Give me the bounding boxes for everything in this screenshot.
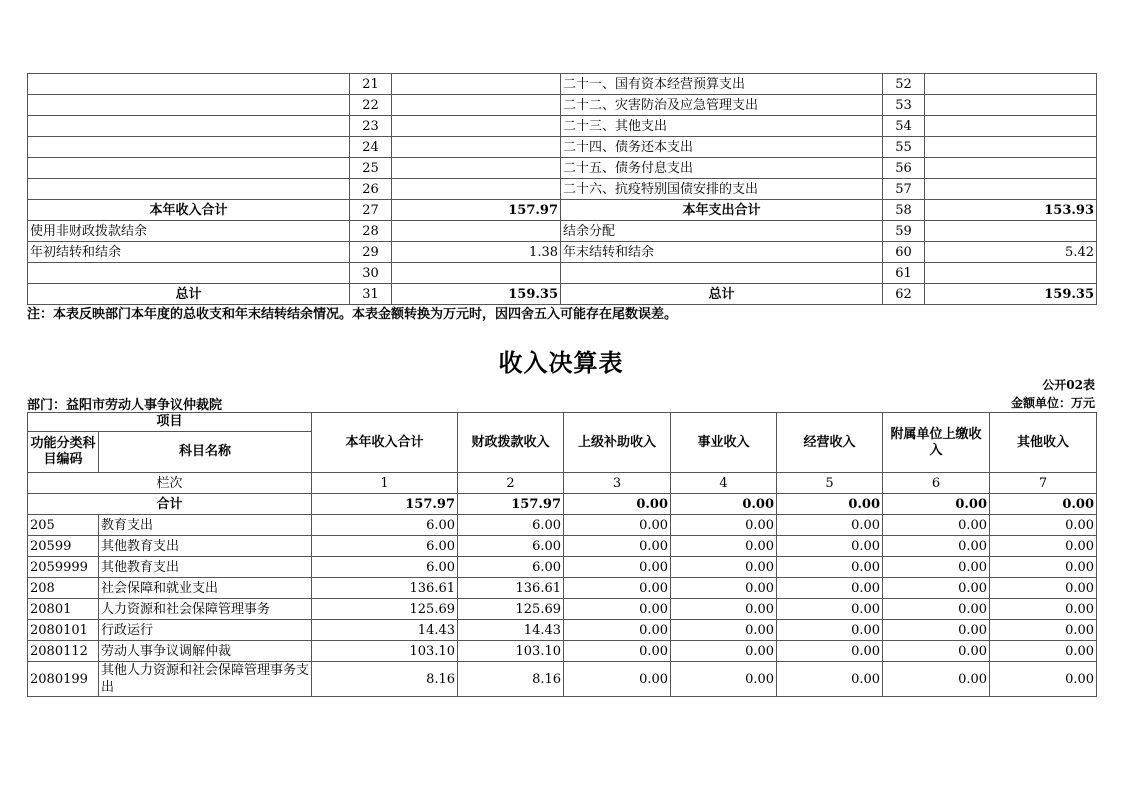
income-row-number: 23 (350, 116, 392, 137)
row-index-label: 栏次 (28, 473, 312, 494)
income-row-number: 26 (350, 179, 392, 200)
amount-cell: 0.00 (777, 536, 883, 557)
summary-row (28, 179, 1097, 200)
amount-cell: 0.00 (883, 620, 990, 641)
expense-value (925, 137, 1097, 158)
summary-row (28, 221, 1097, 242)
amount-cell: 125.69 (458, 599, 564, 620)
subject-name: 其他教育支出 (99, 536, 312, 557)
amount-cell: 103.10 (458, 641, 564, 662)
table-row (28, 662, 1097, 697)
header-col-4: 事业收入 (671, 413, 777, 473)
amount-cell: 0.00 (883, 641, 990, 662)
income-value (392, 95, 561, 116)
amount-cell: 8.16 (458, 662, 564, 697)
expense-value (925, 263, 1097, 284)
expense-item: 年末结转和结余 (561, 242, 883, 263)
total-value: 157.97 (458, 494, 564, 515)
amount-cell: 0.00 (671, 515, 777, 536)
expense-value (925, 221, 1097, 242)
expense-item: 二十四、债务还本支出 (561, 137, 883, 158)
expense-item: 本年支出合计 (561, 200, 883, 221)
amount-cell: 0.00 (671, 620, 777, 641)
income-item (28, 263, 350, 284)
table-row (28, 599, 1097, 620)
subject-name: 教育支出 (99, 515, 312, 536)
expense-item: 二十五、债务付息支出 (561, 158, 883, 179)
amount-cell: 0.00 (671, 557, 777, 578)
income-row-number: 27 (350, 200, 392, 221)
amount-cell: 0.00 (777, 641, 883, 662)
col-number: 2 (458, 473, 564, 494)
income-item (28, 179, 350, 200)
income-value (392, 158, 561, 179)
summary-row (28, 200, 1097, 221)
expense-value: 5.42 (925, 242, 1097, 263)
income-row-number: 25 (350, 158, 392, 179)
header-col-3: 上级补助收入 (564, 413, 671, 473)
summary-row (28, 263, 1097, 284)
expense-value (925, 158, 1097, 179)
table-row (28, 536, 1097, 557)
subject-code: 2080199 (28, 662, 99, 697)
subject-code: 208 (28, 578, 99, 599)
amount-cell: 0.00 (564, 599, 671, 620)
amount-cell: 0.00 (777, 578, 883, 599)
amount-cell: 0.00 (883, 662, 990, 697)
amount-cell: 0.00 (883, 557, 990, 578)
income-item (28, 137, 350, 158)
income-row-number: 30 (350, 263, 392, 284)
header-col-7: 其他收入 (990, 413, 1097, 473)
amount-cell: 136.61 (458, 578, 564, 599)
expense-row-number: 58 (883, 200, 925, 221)
amount-cell: 14.43 (312, 620, 458, 641)
header-col-1: 本年收入合计 (312, 413, 458, 473)
amount-cell: 0.00 (777, 662, 883, 697)
col-number: 5 (777, 473, 883, 494)
total-value: 0.00 (564, 494, 671, 515)
amount-cell: 136.61 (312, 578, 458, 599)
subject-code: 205 (28, 515, 99, 536)
subject-code: 20599 (28, 536, 99, 557)
subject-name: 社会保障和就业支出 (99, 578, 312, 599)
summary-row (28, 137, 1097, 158)
amount-cell: 0.00 (671, 662, 777, 697)
expense-value (925, 179, 1097, 200)
income-item (28, 158, 350, 179)
header-code: 功能分类科目编码 (28, 432, 99, 473)
column-number-row (28, 473, 1097, 494)
income-value (392, 263, 561, 284)
income-row-number: 28 (350, 221, 392, 242)
subject-code: 2080112 (28, 641, 99, 662)
income-row-number: 24 (350, 137, 392, 158)
amount-cell: 0.00 (777, 599, 883, 620)
summary-row (28, 158, 1097, 179)
amount-cell: 0.00 (564, 662, 671, 697)
amount-cell: 103.10 (312, 641, 458, 662)
income-value (392, 137, 561, 158)
col-number: 3 (564, 473, 671, 494)
expense-row-number: 60 (883, 242, 925, 263)
amount-cell: 0.00 (990, 641, 1097, 662)
amount-cell: 0.00 (777, 515, 883, 536)
col-number: 4 (671, 473, 777, 494)
total-row (28, 494, 1097, 515)
header-row-1 (28, 413, 1097, 432)
page-title: 收入决算表 (498, 348, 624, 377)
amount-cell: 8.16 (312, 662, 458, 697)
header-col-6: 附属单位上缴收入 (883, 413, 990, 473)
amount-cell: 6.00 (312, 515, 458, 536)
expense-item (561, 263, 883, 284)
col-number: 6 (883, 473, 990, 494)
summary-table-body (28, 74, 1097, 305)
income-item (28, 74, 350, 95)
amount-cell: 0.00 (990, 578, 1097, 599)
amount-cell: 0.00 (671, 641, 777, 662)
amount-cell: 0.00 (990, 599, 1097, 620)
amount-cell: 125.69 (312, 599, 458, 620)
table-row (28, 641, 1097, 662)
expense-row-number: 54 (883, 116, 925, 137)
amount-cell: 0.00 (883, 578, 990, 599)
header-col-2: 财政拨款收入 (458, 413, 564, 473)
table-row (28, 515, 1097, 536)
expense-row-number: 52 (883, 74, 925, 95)
subject-code: 2059999 (28, 557, 99, 578)
income-item: 年初结转和结余 (28, 242, 350, 263)
income-row-number: 22 (350, 95, 392, 116)
expense-item: 二十二、灾害防治及应急管理支出 (561, 95, 883, 116)
income-item: 本年收入合计 (28, 200, 350, 221)
expense-item: 总计 (561, 284, 883, 305)
income-item: 使用非财政拨款结余 (28, 221, 350, 242)
expense-value (925, 74, 1097, 95)
total-label: 合计 (28, 494, 312, 515)
expense-item: 二十六、抗疫特别国债安排的支出 (561, 179, 883, 200)
expense-row-number: 56 (883, 158, 925, 179)
income-row-number: 31 (350, 284, 392, 305)
income-row-number: 29 (350, 242, 392, 263)
amount-cell: 0.00 (883, 536, 990, 557)
expense-value: 159.35 (925, 284, 1097, 305)
income-table-body (28, 413, 1097, 697)
subject-name: 劳动人事争议调解仲裁 (99, 641, 312, 662)
total-value: 0.00 (671, 494, 777, 515)
expense-value (925, 116, 1097, 137)
amount-cell: 0.00 (777, 557, 883, 578)
header-col-5: 经营收入 (777, 413, 883, 473)
summary-row (28, 116, 1097, 137)
amount-cell: 0.00 (990, 662, 1097, 697)
summary-row (28, 284, 1097, 305)
table-row (28, 557, 1097, 578)
amount-cell: 0.00 (564, 620, 671, 641)
col-number: 7 (990, 473, 1097, 494)
income-value: 1.38 (392, 242, 561, 263)
subject-code: 20801 (28, 599, 99, 620)
amount-cell: 0.00 (564, 515, 671, 536)
table-row (28, 620, 1097, 641)
table-note: 注：本表反映部门本年度的总收支和年末结转结余情况。本表金额转换为万元时，因四舍五入可能存在尾数误差。 (27, 307, 678, 322)
department-label: 部门：益阳市劳动人事争议仲裁院 (27, 398, 223, 413)
expense-row-number: 57 (883, 179, 925, 200)
income-row-number: 21 (350, 74, 392, 95)
total-value: 157.97 (312, 494, 458, 515)
summary-row (28, 95, 1097, 116)
expense-row-number: 61 (883, 263, 925, 284)
total-value: 0.00 (777, 494, 883, 515)
amount-cell: 6.00 (458, 536, 564, 557)
amount-cell: 6.00 (458, 557, 564, 578)
subject-name: 人力资源和社会保障管理事务 (99, 599, 312, 620)
amount-cell: 0.00 (671, 578, 777, 599)
amount-cell: 0.00 (990, 620, 1097, 641)
expense-row-number: 55 (883, 137, 925, 158)
amount-cell: 0.00 (777, 620, 883, 641)
income-item (28, 116, 350, 137)
total-value: 0.00 (883, 494, 990, 515)
summary-table (27, 73, 1097, 305)
amount-cell: 0.00 (990, 536, 1097, 557)
subject-name: 其他人力资源和社会保障管理事务支出 (99, 662, 312, 697)
expense-value (925, 95, 1097, 116)
expense-item: 二十三、其他支出 (561, 116, 883, 137)
header-name: 科目名称 (99, 432, 312, 473)
amount-cell: 0.00 (564, 578, 671, 599)
summary-row (28, 74, 1097, 95)
income-value (392, 221, 561, 242)
expense-row-number: 62 (883, 284, 925, 305)
total-value: 0.00 (990, 494, 1097, 515)
expense-row-number: 53 (883, 95, 925, 116)
amount-cell: 0.00 (883, 599, 990, 620)
amount-cell: 0.00 (883, 515, 990, 536)
income-item (28, 95, 350, 116)
income-item: 总计 (28, 284, 350, 305)
amount-cell: 6.00 (312, 557, 458, 578)
income-value (392, 116, 561, 137)
header-item: 项目 (28, 413, 312, 432)
summary-row (28, 242, 1097, 263)
income-value: 159.35 (392, 284, 561, 305)
amount-cell: 6.00 (458, 515, 564, 536)
expense-item: 结余分配 (561, 221, 883, 242)
income-table (27, 412, 1097, 697)
col-number: 1 (312, 473, 458, 494)
table-row (28, 578, 1097, 599)
amount-cell: 14.43 (458, 620, 564, 641)
amount-cell: 0.00 (990, 557, 1097, 578)
table-id-label: 公开02表 (1042, 378, 1095, 392)
amount-cell: 0.00 (671, 599, 777, 620)
expense-row-number: 59 (883, 221, 925, 242)
subject-name: 其他教育支出 (99, 557, 312, 578)
subject-name: 行政运行 (99, 620, 312, 641)
subject-code: 2080101 (28, 620, 99, 641)
unit-label: 金额单位：万元 (1010, 396, 1095, 410)
amount-cell: 0.00 (564, 557, 671, 578)
amount-cell: 6.00 (312, 536, 458, 557)
amount-cell: 0.00 (564, 536, 671, 557)
income-value (392, 179, 561, 200)
amount-cell: 0.00 (671, 536, 777, 557)
amount-cell: 0.00 (990, 515, 1097, 536)
amount-cell: 0.00 (564, 641, 671, 662)
income-value: 157.97 (392, 200, 561, 221)
income-value (392, 74, 561, 95)
expense-item: 二十一、国有资本经营预算支出 (561, 74, 883, 95)
expense-value: 153.93 (925, 200, 1097, 221)
